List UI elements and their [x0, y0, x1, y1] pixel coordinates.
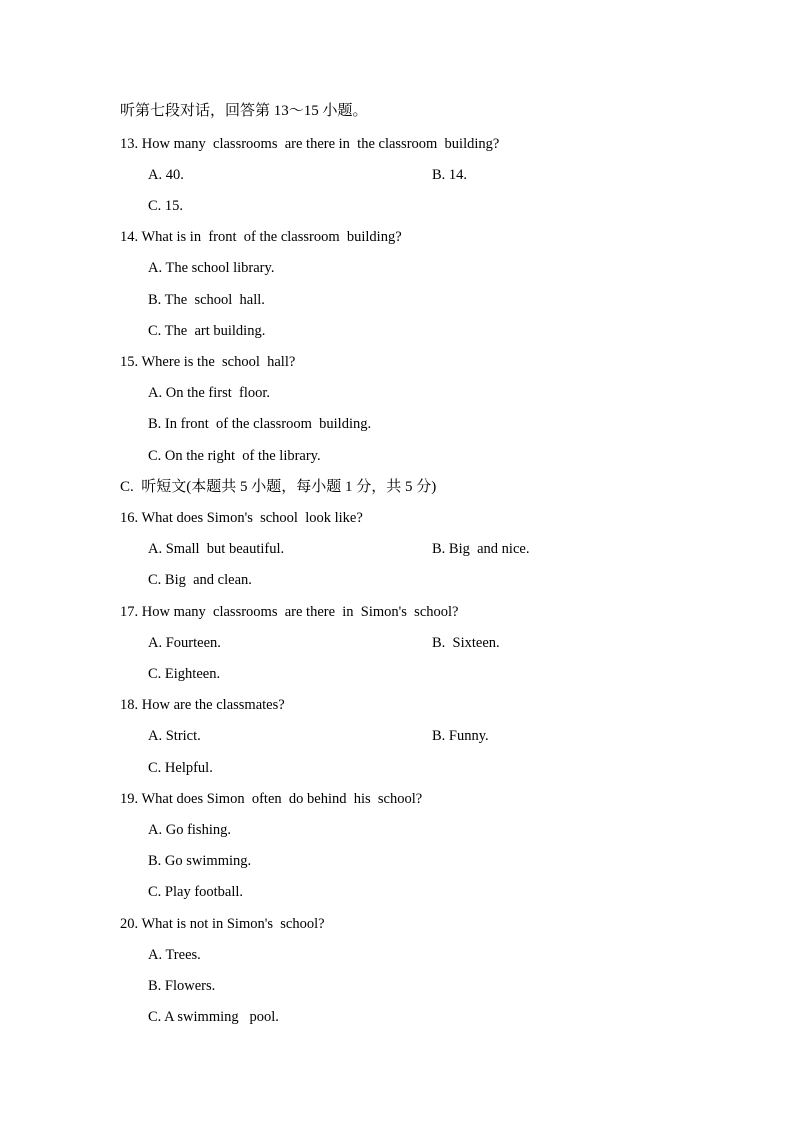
question-13-option-b: B. 14. — [432, 167, 468, 183]
part-c-heading: C. 听短文(本题共 5 小题，每小题 1 分，共 5 分) — [120, 479, 437, 495]
question-16-option-c: C. Big and clean. — [148, 572, 252, 588]
question-19-option-c: C. Play football. — [148, 884, 244, 900]
question-20-option-b: B. Flowers. — [148, 978, 216, 994]
question-15-option-a: A. On the first floor. — [148, 385, 271, 401]
question-13-option-a: A. 40. — [148, 167, 184, 183]
question-18-stem: 18. How are the classmates? — [120, 697, 285, 713]
question-17-stem: 17. How many classrooms are there in Simon's school? — [120, 604, 459, 620]
question-13-option-c: C. 15. — [148, 198, 184, 214]
question-16-stem: 16. What does Simon's school look like? — [120, 510, 363, 526]
question-14-stem: 14. What is in front of the classroom building? — [120, 229, 402, 245]
question-16-option-a: A. Small but beautiful. — [148, 541, 285, 557]
question-20-option-a: A. Trees. — [148, 947, 201, 963]
question-18-option-b: B. Funny. — [432, 728, 489, 744]
section-intro: 听第七段对话，回答第 13～15 小题。 — [120, 103, 368, 119]
question-16-option-b: B. Big and nice. — [432, 541, 530, 557]
question-14-option-b: B. The school hall. — [148, 292, 265, 308]
question-17-option-b: B. Sixteen. — [432, 635, 500, 651]
question-15-option-b: B. In front of the classroom building. — [148, 416, 372, 432]
question-14-option-c: C. The art building. — [148, 323, 266, 339]
question-18-option-c: C. Helpful. — [148, 760, 213, 776]
question-19-option-b: B. Go swimming. — [148, 853, 252, 869]
question-15-stem: 15. Where is the school hall? — [120, 354, 296, 370]
question-17-option-a: A. Fourteen. — [148, 635, 221, 651]
question-17-option-c: C. Eighteen. — [148, 666, 221, 682]
question-13-stem: 13. How many classrooms are there in the classroom building? — [120, 136, 500, 152]
question-15-option-c: C. On the right of the library. — [148, 448, 321, 464]
question-18-option-a: A. Strict. — [148, 728, 201, 744]
question-19-option-a: A. Go fishing. — [148, 822, 231, 838]
question-20-stem: 20. What is not in Simon's school? — [120, 916, 325, 932]
question-19-stem: 19. What does Simon often do behind his school? — [120, 791, 423, 807]
question-14-option-a: A. The school library. — [148, 260, 275, 276]
question-20-option-c: C. A swimming pool. — [148, 1009, 279, 1025]
